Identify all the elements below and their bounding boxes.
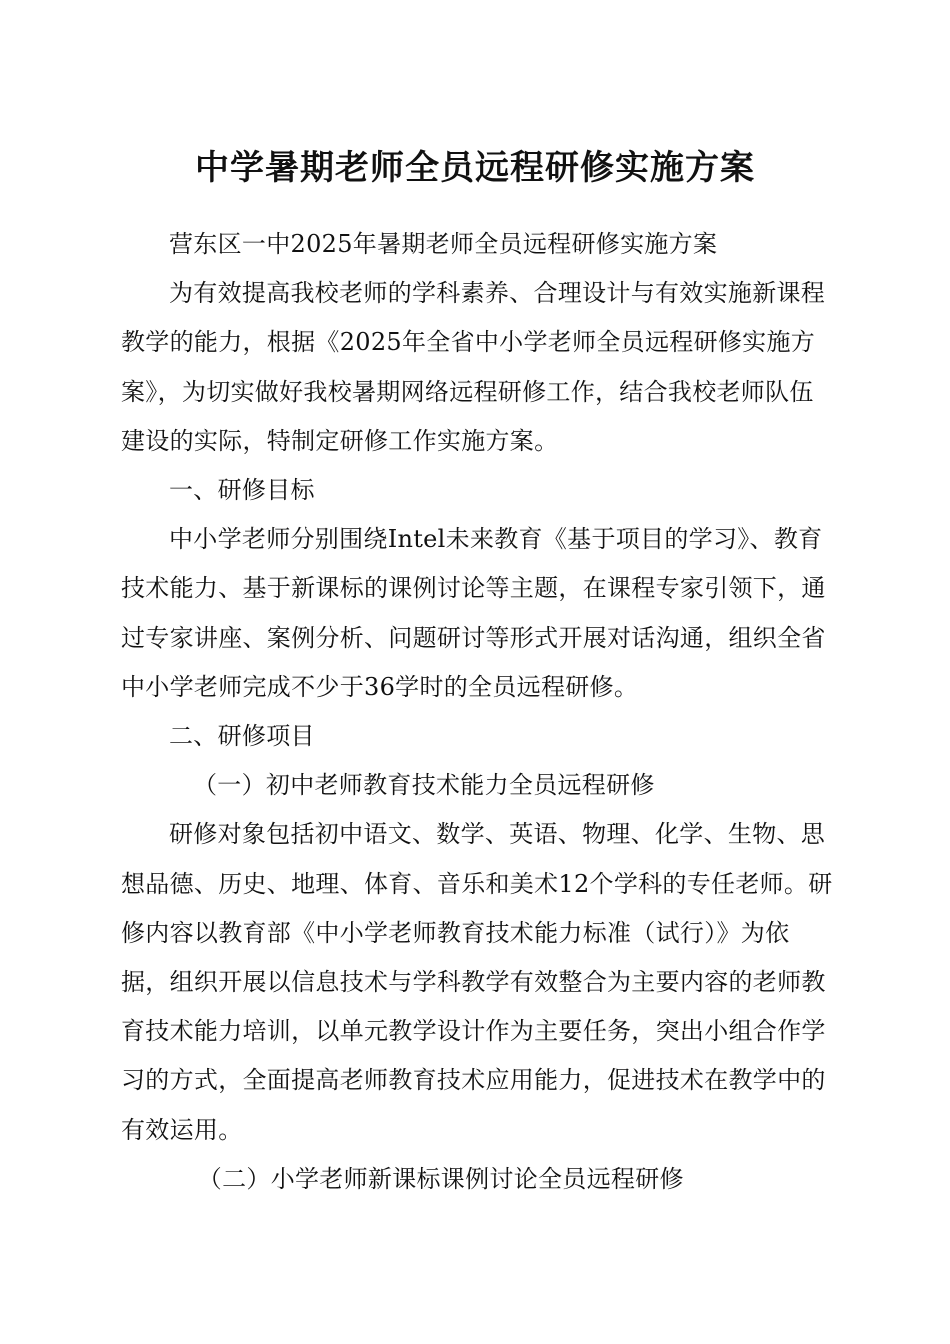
document-title: 中学暑期老师全员远程研修实施方案 [195, 148, 755, 188]
section-heading-projects: 二、研修项目 [169, 722, 315, 751]
paragraph-plan-name: 营东区一中2025年暑期老师全员远程研修实施方案 [169, 230, 718, 258]
paragraph-goals: 中小学老师分别围绕Intel未来教育《基于项目的学习》、教育技术能力、基于新课标的课例讨论等主题，在课程专家引领下，通过专家讲座、案例分析、问题研讨等形式开展对话沟通，组织全省中小学老师完成不少于36学时的全员远程研修。 [121, 525, 826, 701]
section-heading-goals: 一、研修目标 [169, 476, 315, 505]
subsection-heading-primary: （二）小学老师新课标课例讨论全员远程研修 [197, 1164, 684, 1193]
paragraph-introduction: 为有效提高我校老师的学科素养、合理设计与有效实施新课程教学的能力，根据《2025年全省中小学老师全员远程研修实施方案》，为切实做好我校暑期网络远程研修工作，结合我校老师队伍建设的实际，特制定研修工作实施方案。 [121, 279, 826, 455]
document-body [121, 220, 837, 1204]
paragraph-junior-details: 研修对象包括初中语文、数学、英语、物理、化学、生物、思想品德、历史、地理、体育、音乐和美术12个学科的专任老师。研修内容以教育部《中小学老师教育技术能力标准（试行）》为依据，组织开展以信息技术与学科教学有效整合为主要内容的老师教育技术能力培训，以单元教学设计作为主要任务，突出小组合作学习的方式，全面提高老师教育技术应用能力，促进技术在教学中的有效运用。 [121, 820, 833, 1144]
subsection-heading-junior: （一）初中老师教育技术能力全员远程研修 [193, 771, 655, 800]
